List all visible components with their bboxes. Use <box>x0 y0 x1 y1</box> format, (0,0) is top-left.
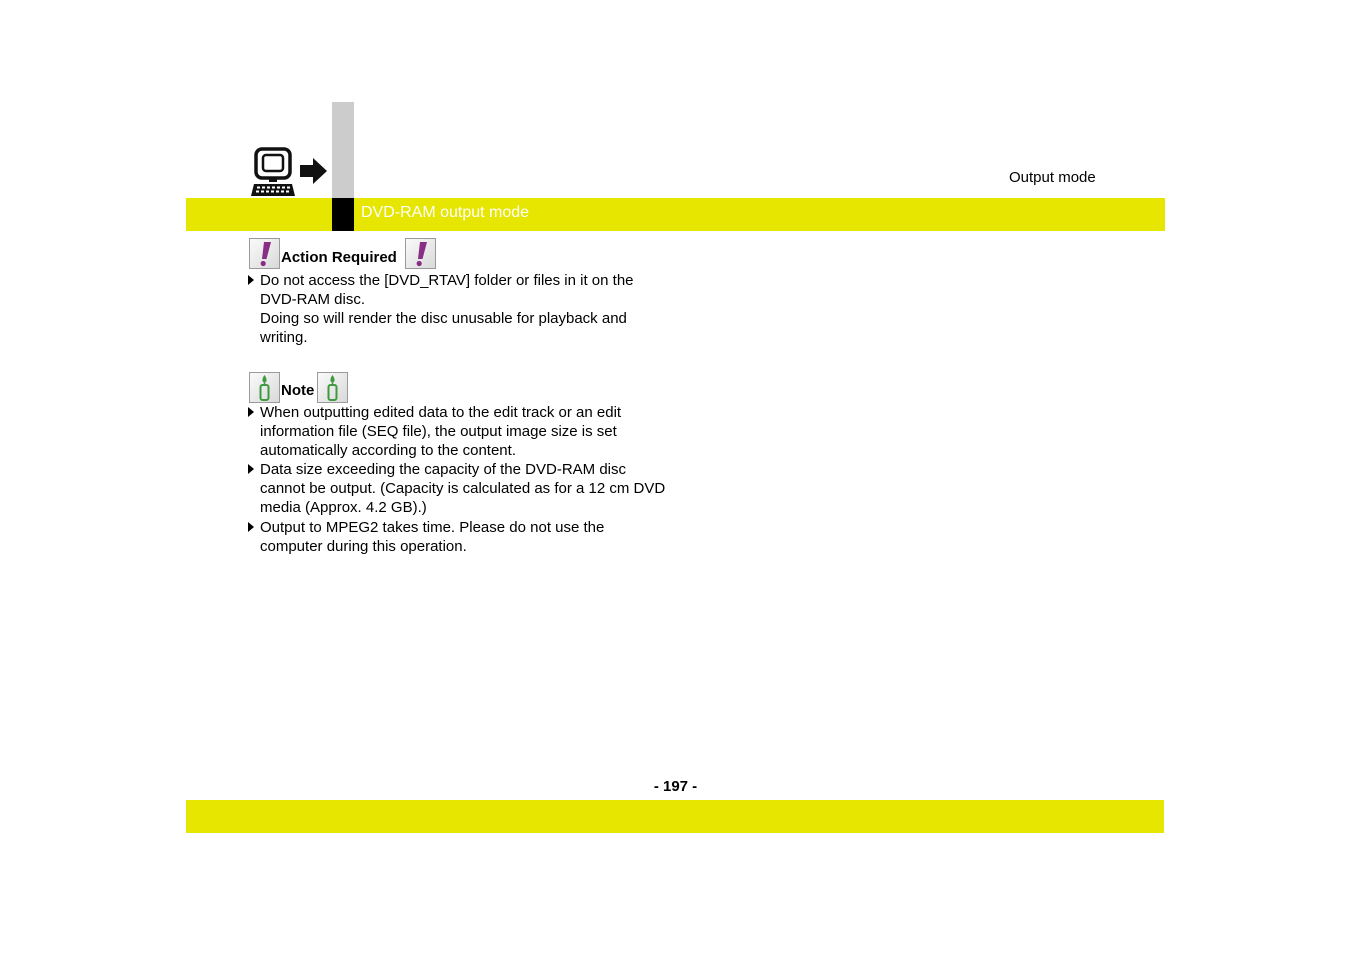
bullet-triangle-icon <box>248 407 254 417</box>
section-title: DVD-RAM output mode <box>361 204 530 221</box>
header-marker <box>332 198 354 231</box>
header-tab <box>332 102 354 198</box>
action-required-item: Do not access the [DVD_RTAV] folder or files in it on the DVD-RAM disc. Doing so will render the disc unusable for playback and writing. <box>248 271 668 347</box>
note-item: When outputting edited data to the edit track or an edit information file (SEQ file), the output image size is set automatically according to the content. <box>248 403 668 460</box>
exclamation-icon <box>249 238 280 269</box>
action-required-heading: Action Required <box>281 249 397 266</box>
note-item: Data size exceeding the capacity of the DVD-RAM disc cannot be output. (Capacity is calculated as for a 12 cm DVD media (Approx. 4.2 GB).) <box>248 460 668 517</box>
running-title: Output mode <box>1009 169 1096 186</box>
note-heading: Note <box>281 382 315 399</box>
note-item: Output to MPEG2 takes time. Please do not use the computer during this operation. <box>248 518 668 556</box>
bullet-triangle-icon <box>248 522 254 532</box>
candle-icon <box>317 372 348 403</box>
footer-bar <box>186 800 1164 833</box>
bullet-triangle-icon <box>248 464 254 474</box>
computer-output-icon <box>250 146 330 200</box>
candle-icon <box>249 372 280 403</box>
bullet-triangle-icon <box>248 275 254 285</box>
page-number: - 197 - <box>653 778 698 795</box>
exclamation-icon <box>405 238 436 269</box>
